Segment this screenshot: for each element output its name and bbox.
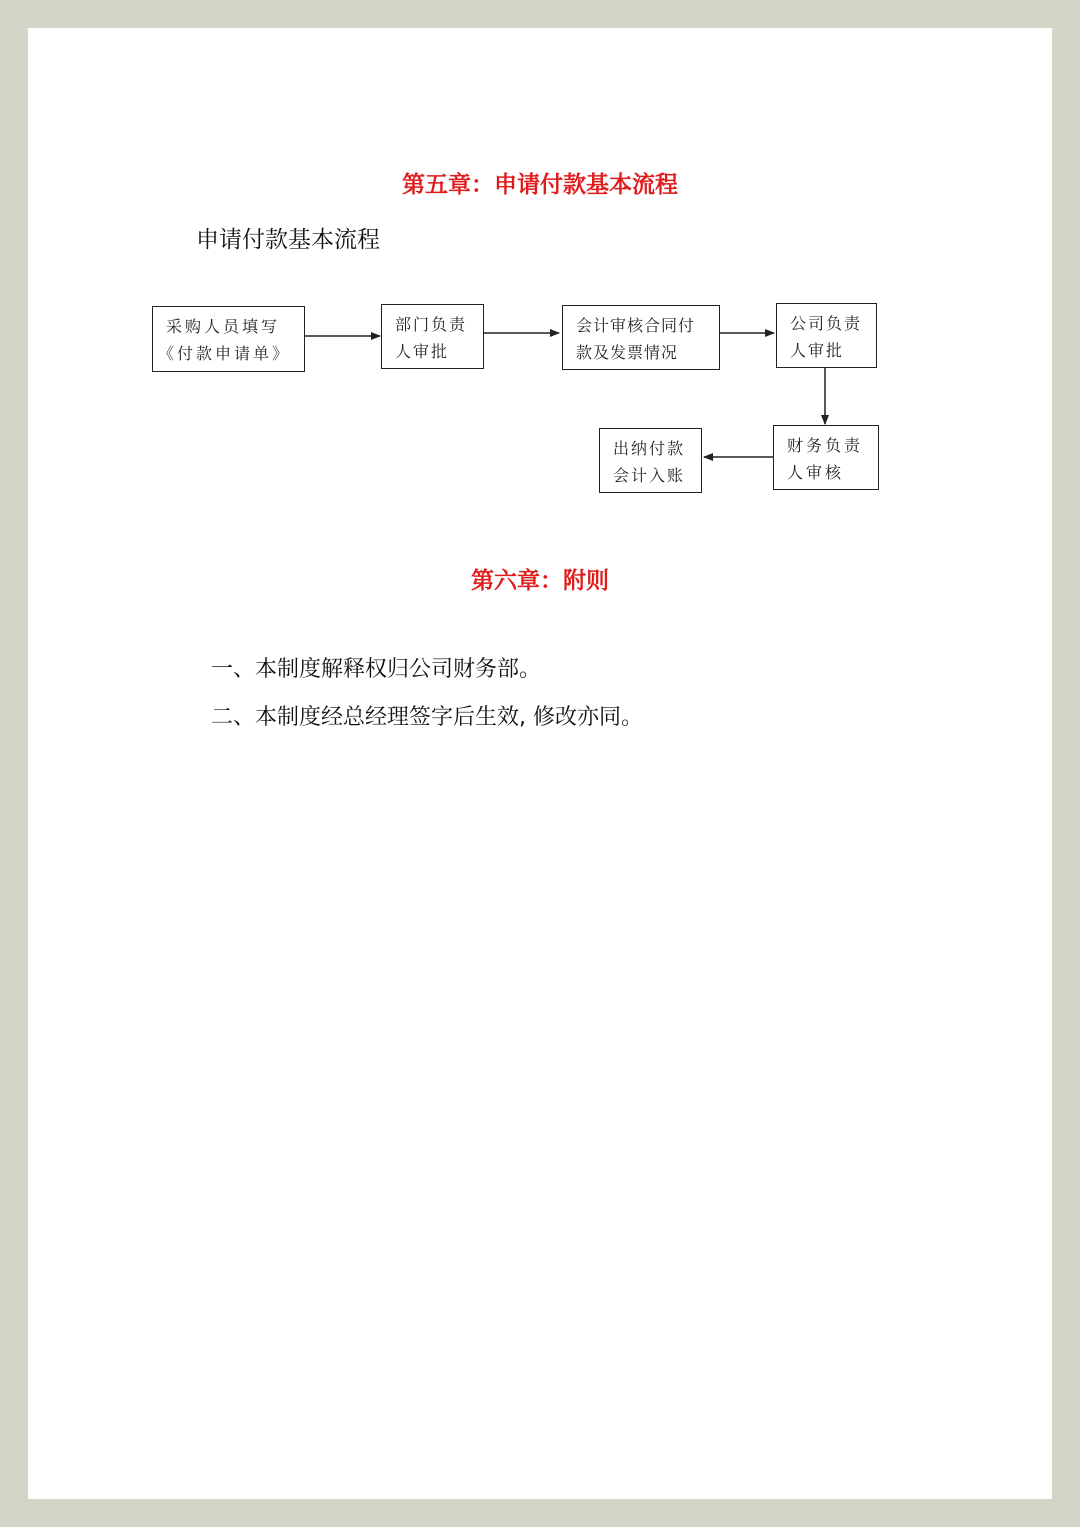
flow-step-finance-head-review	[773, 425, 879, 490]
flow-step-line: 会计入账	[613, 466, 686, 485]
flow-step-line: 款及发票情况	[576, 343, 679, 362]
document-page	[28, 28, 1052, 1499]
flow-step-accounting-review	[562, 305, 720, 370]
flow-step-purchaser-fill-form	[152, 306, 305, 372]
clause-2: 二、本制度经总经理签字后生效, 修改亦同。	[211, 705, 643, 730]
flow-step-line: 《付款申请单》	[158, 344, 292, 363]
chapter-5-title: 第五章：申请付款基本流程	[402, 172, 678, 198]
clause-1: 一、本制度解释权归公司财务部。	[211, 657, 542, 682]
flow-step-line: 采购人员填写	[166, 317, 281, 336]
flow-step-dept-head-approval	[381, 304, 484, 369]
flow-step-line: 公司负责	[790, 314, 863, 333]
flow-step-line: 会计审核合同付	[576, 316, 696, 335]
flow-step-line: 人审批	[790, 341, 845, 360]
flow-step-line: 出纳付款	[613, 439, 686, 458]
flow-step-company-head-approval	[776, 303, 877, 368]
flow-step-line: 部门负责	[395, 315, 468, 334]
flow-subtitle: 申请付款基本流程	[196, 227, 380, 253]
chapter-6-title: 第六章：附则	[471, 568, 609, 594]
flow-step-cashier-payment	[599, 428, 702, 493]
flow-step-line: 财务负责	[787, 436, 864, 455]
flow-step-line: 人审核	[787, 463, 845, 482]
flow-step-line: 人审批	[395, 342, 450, 361]
flowchart-arrows	[28, 28, 1052, 548]
